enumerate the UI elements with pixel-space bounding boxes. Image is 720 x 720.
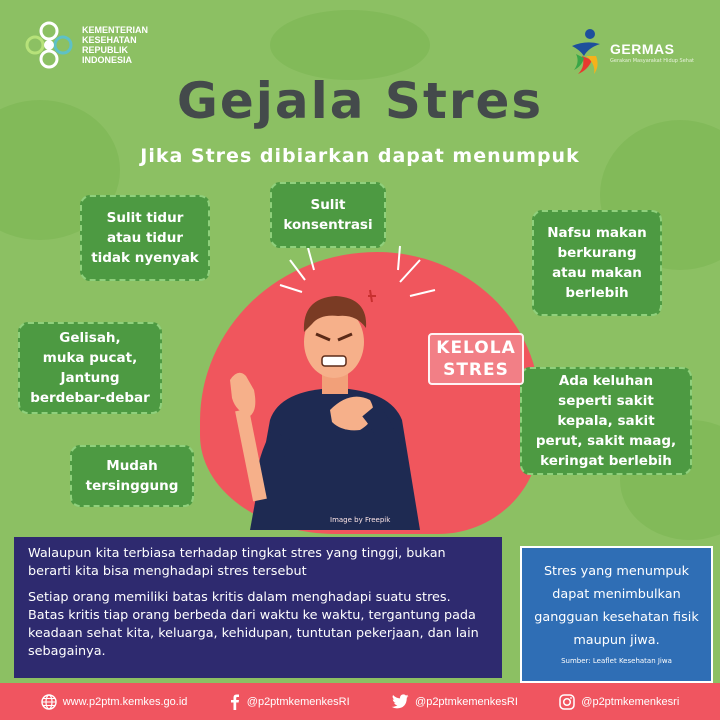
germas-logo — [566, 26, 694, 76]
instagram-icon — [559, 694, 575, 710]
facebook-handle[interactable]: @p2ptmkemenkesRI — [246, 695, 350, 708]
symptom-bubble-concentration: Sulit konsentrasi — [270, 182, 386, 248]
info-paragraph: Setiap orang memiliki batas kritis dalam menghadapi suatu stres. Batas kritis tiap orang berbeda dari waktu ke waktu, tergantung pada keadaan sehat kita, keluarga, kehidupan, tuntutan pekerjaan, dan lain sebagainya. — [28, 590, 479, 659]
germas-text — [610, 39, 694, 64]
ministry-line: KEMENTERIAN — [82, 25, 149, 35]
facebook-icon — [229, 694, 241, 710]
info-panel — [14, 537, 502, 678]
website-link[interactable]: www.p2ptm.kemkes.go.id — [62, 695, 188, 708]
footer-facebook[interactable] — [229, 694, 350, 710]
page-title: Gejala Stres — [176, 72, 544, 130]
image-credit: Image by Freepik — [330, 516, 391, 524]
page-subtitle: Jika Stres dibiarkan dapat menumpuk — [140, 145, 580, 167]
callout-text: Stres yang menumpuk dapat menimbulkan gangguan kesehatan fisik maupun jiwa. — [534, 564, 699, 648]
symptom-bubble-irritable: Mudah tersinggung — [70, 445, 194, 507]
callout-panel — [520, 546, 713, 683]
ministry-line: KESEHATAN — [82, 35, 137, 45]
twitter-icon — [391, 694, 409, 709]
ministry-line: REPUBLIK — [82, 45, 129, 55]
symptom-bubble-anxiety: Gelisah, muka pucat, Jantung berdebar-debar — [18, 322, 162, 414]
info-paragraph: Walaupun kita terbiasa terhadap tingkat stres yang tinggi, bukan berarti kita bisa menghadapi stres tersebut — [28, 546, 446, 579]
germas-title: GERMAS — [610, 40, 675, 57]
instagram-handle[interactable]: @p2ptmkemenkesri — [581, 695, 680, 708]
footer-bar — [0, 683, 720, 720]
background-blob — [270, 10, 430, 80]
symptom-bubble-appetite: Nafsu makan berkurang atau makan berlebih — [532, 210, 662, 316]
kemenkes-logo — [24, 20, 148, 70]
stressed-man-illustration — [220, 280, 450, 530]
kemenkes-logo-icon — [24, 20, 74, 70]
badge-line: STRES — [443, 360, 509, 380]
kemenkes-name — [82, 25, 148, 65]
badge-line: KELOLA — [436, 338, 516, 358]
callout-source: Sumber: Leaflet Kesehatan Jiwa — [561, 657, 672, 665]
footer-instagram[interactable] — [559, 694, 679, 710]
symptom-bubble-physical: Ada keluhan seperti sakit kepala, sakit perut, sakit maag, keringat berlebih — [520, 367, 692, 475]
symptom-bubble-sleep: Sulit tidur atau tidur tidak nyenyak — [80, 195, 210, 281]
germas-subtitle: Gerakan Masyarakat Hidup Sehat — [610, 57, 694, 64]
germas-logo-icon — [566, 26, 606, 76]
twitter-handle[interactable]: @p2ptmkemenkesRI — [415, 695, 518, 708]
ministry-line: INDONESIA — [82, 55, 133, 65]
footer-website[interactable] — [41, 694, 188, 710]
footer-twitter[interactable] — [391, 694, 518, 709]
globe-icon — [41, 694, 57, 710]
kelola-stres-badge — [428, 333, 524, 385]
